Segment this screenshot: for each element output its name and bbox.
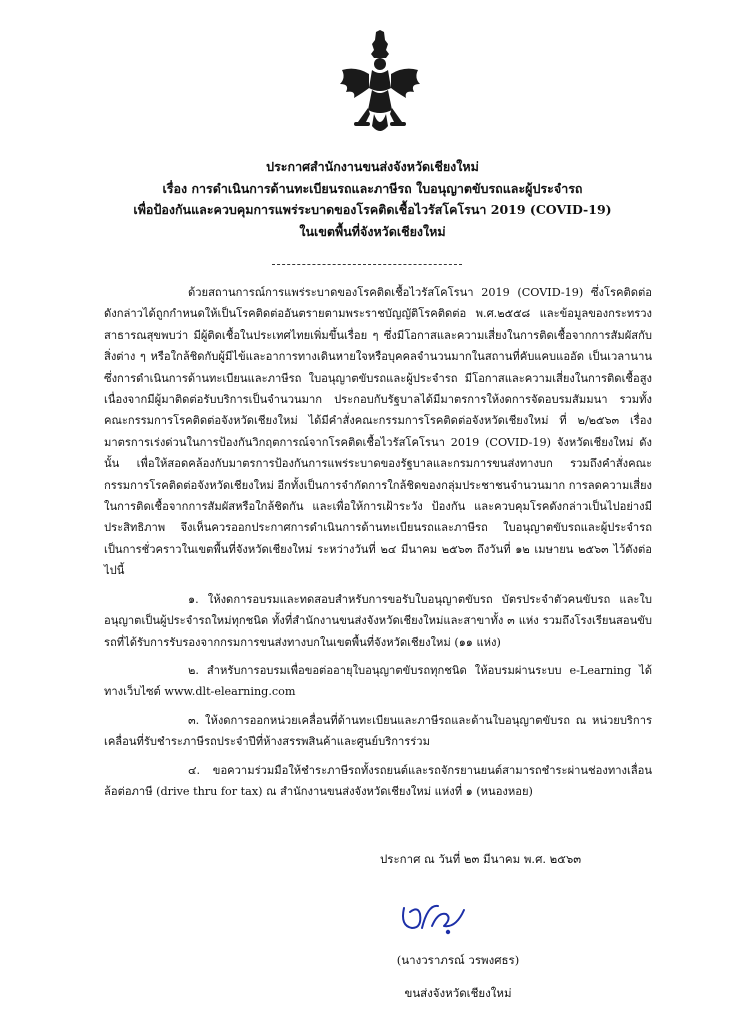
intro-paragraph: ด้วยสถานการณ์การแพร่ระบาดของโรคติดเชื้อไวรัสโคโรนา 2019 (COVID-19) ซึ่งโรคติดต่อดังกล่าวได้ถูกกำหนดให้เป็นโรคติดต่ออันตรายตามพระราชบัญญัติโรคติดต่อ พ.ศ.๒๕๕๘ และข้อมูลของกระทรวงสาธารณสุขพบว่า มีผู้ติดเชื้อในประเทศไทยเพิ่มขึ้นเรื่อย ๆ ซึ่งมีโอกาสและความเสี่ยงในการติดเชื้อจากการสัมผัสกับสิ่งต่าง ๆ หรือใกล้ชิดกับผู้มีไข้และอาการทางเดินหายใจหรือบุคคลจำนวนมากในสถานที่คับแคบแออัด เป็นเวลานาน ซึ่งการดำเนินการด้านทะเบียนและภาษีรถ ใบอนุญาตขับรถและผู้ประจำรถ มีโอกาสและความเสี่ยงในการติดเชื้อสูงเนื่องจากมีผู้มาติดต่อรับบริการเป็นจำนวนมาก ประกอบกับรัฐบาลได้มีมาตรการให้งดการจัดอบรมสัมมนา รวมทั้งคณะกรรมการโรคติดต่อจังหวัดเชียงใหม่ ได้มีคำสั่งคณะกรรมการโรคติดต่อจังหวัดเชียงใหม่ ที่ ๒/๒๕๖๓ เรื่อง มาตรการเร่งด่วนในการป้องกันวิกฤตการณ์จากโรคติดเชื้อไวรัสโคโรนา 2019 (COVID-19) จังหวัดเชียงใหม่ ดังนั้น เพื่อให้สอดคล้องกับมาตรการป้องกันการแพร่ระบาดของรัฐบาลและกรมการขนส่งทางบก รวมถึงคำสั่งคณะกรรมการโรคติดต่อจังหวัดเชียงใหม่ อีกทั้งเป็นการจำกัดการใกล้ชิดของกลุ่มประชาชนจำนวนมาก การลดความเสี่ยงในการติดเชื้อจากการสัมผัสหรือใกล้ชิดกัน และเพื่อให้การเฝ้าระวัง ป้องกัน และควบคุมโรคดังกล่าวเป็นไปอย่างมีประสิทธิภาพ จึงเห็นควรออกประกาศการดำเนินการด้านทะเบียนรถและภาษีรถ ใบอนุญาตขับรถและผู้ประจำรถ เป็นการชั่วคราวในเขตพื้นที่จังหวัดเชียงใหม่ ระหว่างวันที่ ๒๔ มีนาคม ๒๕๖๓ ถึงวันที่ ๑๒ เมษายน ๒๕๖๓ ไว้ดังต่อไปนี้ — [104, 286, 652, 578]
announcement-body — [104, 282, 652, 802]
announcement-header — [60, 156, 685, 242]
measure-item-4: ๔. ขอความร่วมมือให้ชำระภาษีรถทั้งรถยนต์และรถจักรยานยนต์สามารถชำระผ่านช่องทางเลื่อนล้อต่อภาษี (drive thru for tax) ณ สำนักงานขนส่งจังหวัดเชียงใหม่ แห่งที่ ๑ (หนองหอย) — [104, 763, 652, 798]
signer-position: ขนส่งจังหวัดเชียงใหม่ — [404, 986, 512, 1000]
measure-item-2: ๒. สำหรับการอบรมเพื่อขอต่ออายุใบอนุญาตขับรถทุกชนิด ให้อบรมผ่านระบบ e-Learning ได้ทางเว็บไซต์ www.dlt-elearning.com — [104, 663, 652, 699]
subject-line: เรื่อง การดำเนินการด้านทะเบียนรถและภาษีรถ ใบอนุญาตขับรถและผู้ประจำรถ — [162, 180, 583, 196]
subject-purpose: เพื่อป้องกันและควบคุมการแพร่ระบาดของโรคติดเชื้อไวรัสโคโรนา 2019 (COVID-19) — [133, 202, 612, 217]
issuer-title: ประกาศสำนักงานขนส่งจังหวัดเชียงใหม่ — [266, 159, 479, 174]
header-divider — [272, 264, 462, 265]
measure-item-3: ๓. ให้งดการออกหน่วยเคลื่อนที่ด้านทะเบียนและภาษีรถและด้านใบอนุญาตขับรถ ณ หน่วยบริการเคลื่อนที่รับชำระภาษีรถประจำปีที่ห้างสรรพสินค้าและศูนย์บริการร่วม — [104, 713, 652, 749]
signer-block — [338, 944, 578, 1010]
signer-name: (นางวราภรณ์ วรพงศธร) — [396, 953, 520, 967]
subject-area: ในเขตพื้นที่จังหวัดเชียงใหม่ — [299, 223, 446, 239]
garuda-emblem-icon — [336, 30, 424, 142]
handwritten-signature-icon — [398, 898, 470, 936]
announcement-date: ประกาศ ณ วันที่ ๒๓ มีนาคม พ.ศ. ๒๕๖๓ — [380, 852, 582, 866]
measure-item-1: ๑. ให้งดการอบรมและทดสอบสำหรับการขอรับใบอนุญาตขับรถ บัตรประจำตัวคนขับรถ และใบอนุญาตเป็นผู้ประจำรถใหม่ทุกชนิด ทั้งที่สำนักงานขนส่งจังหวัดเชียงใหม่และสาขาทั้ง ๓ แห่ง รวมถึงโรงเรียนสอนขับรถที่ได้รับการรับรองจากกรมการขนส่งทางบกในเขตพื้นที่จังหวัดเชียงใหม่ (๑๑ แห่ง) — [104, 592, 652, 649]
